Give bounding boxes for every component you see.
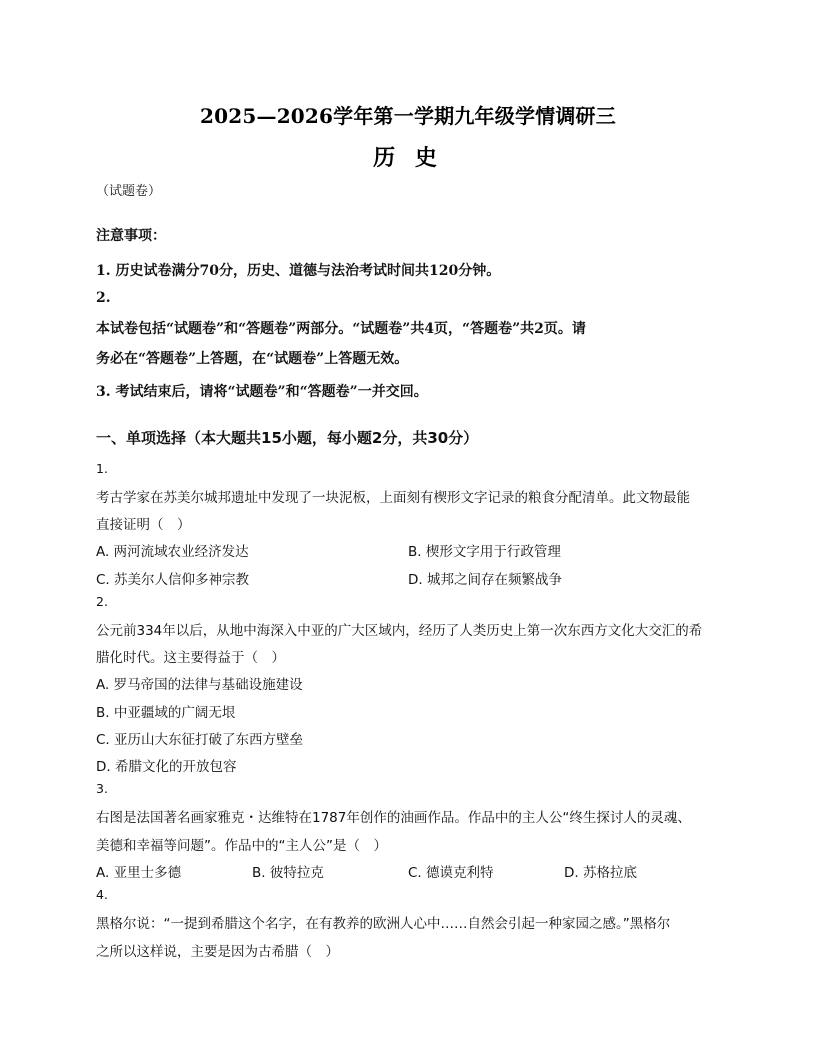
question-number: 1. [96,461,108,476]
option-d[interactable]: D. 苏格拉底 [564,865,637,881]
question-number: 4. [96,887,108,902]
question-stem: 黑格尔说：“一提到希腊这个名字，在有教养的欧洲人心中……自然会引起一种家园之感。”黑格尔 [96,916,671,932]
option-a[interactable]: A. 罗马帝国的法律与基础设施建设 [96,677,303,693]
option-b[interactable]: B. 楔形文字用于行政管理 [408,544,561,560]
question-number: 2. [96,594,108,609]
question-stem: 直接证明（ ） [96,517,191,533]
question-stem: 之所以这样说，主要是因为古希腊（ ） [96,944,339,960]
option-a[interactable]: A. 两河流域农业经济发达 [96,544,249,560]
exam-title: 2025—2026学年第一学期九年级学情调研三 [200,104,616,128]
note-item: 3. 考试结束后，请将“试题卷”和“答题卷”一并交回。 [96,384,428,400]
question-stem: 美德和幸福等问题”。作品中的“主人公”是（ ） [96,838,387,854]
section-title: 一、单项选择（本大题共15小题，每小题2分，共30分） [96,429,479,447]
notes-heading: 注意事项： [96,228,166,244]
question-stem: 考古学家在苏美尔城邦遗址中发现了一块泥板，上面刻有楔形文字记录的粮食分配清单。此文物最能 [96,490,690,506]
option-a[interactable]: A. 亚里士多德 [96,865,182,881]
paper-type-label: （试题卷） [96,184,162,199]
note-item: 1. 历史试卷满分70分，历史、道德与法治考试时间共120分钟。 [96,263,501,279]
option-c[interactable]: C. 亚历山大东征打破了东西方壁垒 [96,732,304,748]
option-b[interactable]: B. 中亚疆域的广阔无垠 [96,705,236,721]
note-item: 2. [96,290,111,306]
option-d[interactable]: D. 城邦之间存在频繁战争 [408,572,562,588]
question-stem: 公元前334年以后，从地中海深入中亚的广大区域内，经历了人类历史上第一次东西方文化大交汇的希 [96,623,703,639]
subject-title: 历 史 [373,145,443,171]
option-d[interactable]: D. 希腊文化的开放包容 [96,759,237,775]
option-c[interactable]: C. 德谟克利特 [408,865,494,881]
note-item: 务必在“答题卷”上答题，在“试题卷”上答题无效。 [96,351,409,367]
question-stem: 腊化时代。这主要得益于（ ） [96,650,285,666]
question-number: 3. [96,781,108,796]
option-c[interactable]: C. 苏美尔人信仰多神宗教 [96,572,250,588]
question-stem: 右图是法国著名画家雅克・达维特在1787年创作的油画作品。作品中的主人公“终生探讨人的灵魂、 [96,810,691,826]
note-item: 本试卷包括“试题卷”和“答题卷”两部分。“试题卷”共4页，“答题卷”共2页。请 [96,321,586,337]
option-b[interactable]: B. 彼特拉克 [252,865,324,881]
